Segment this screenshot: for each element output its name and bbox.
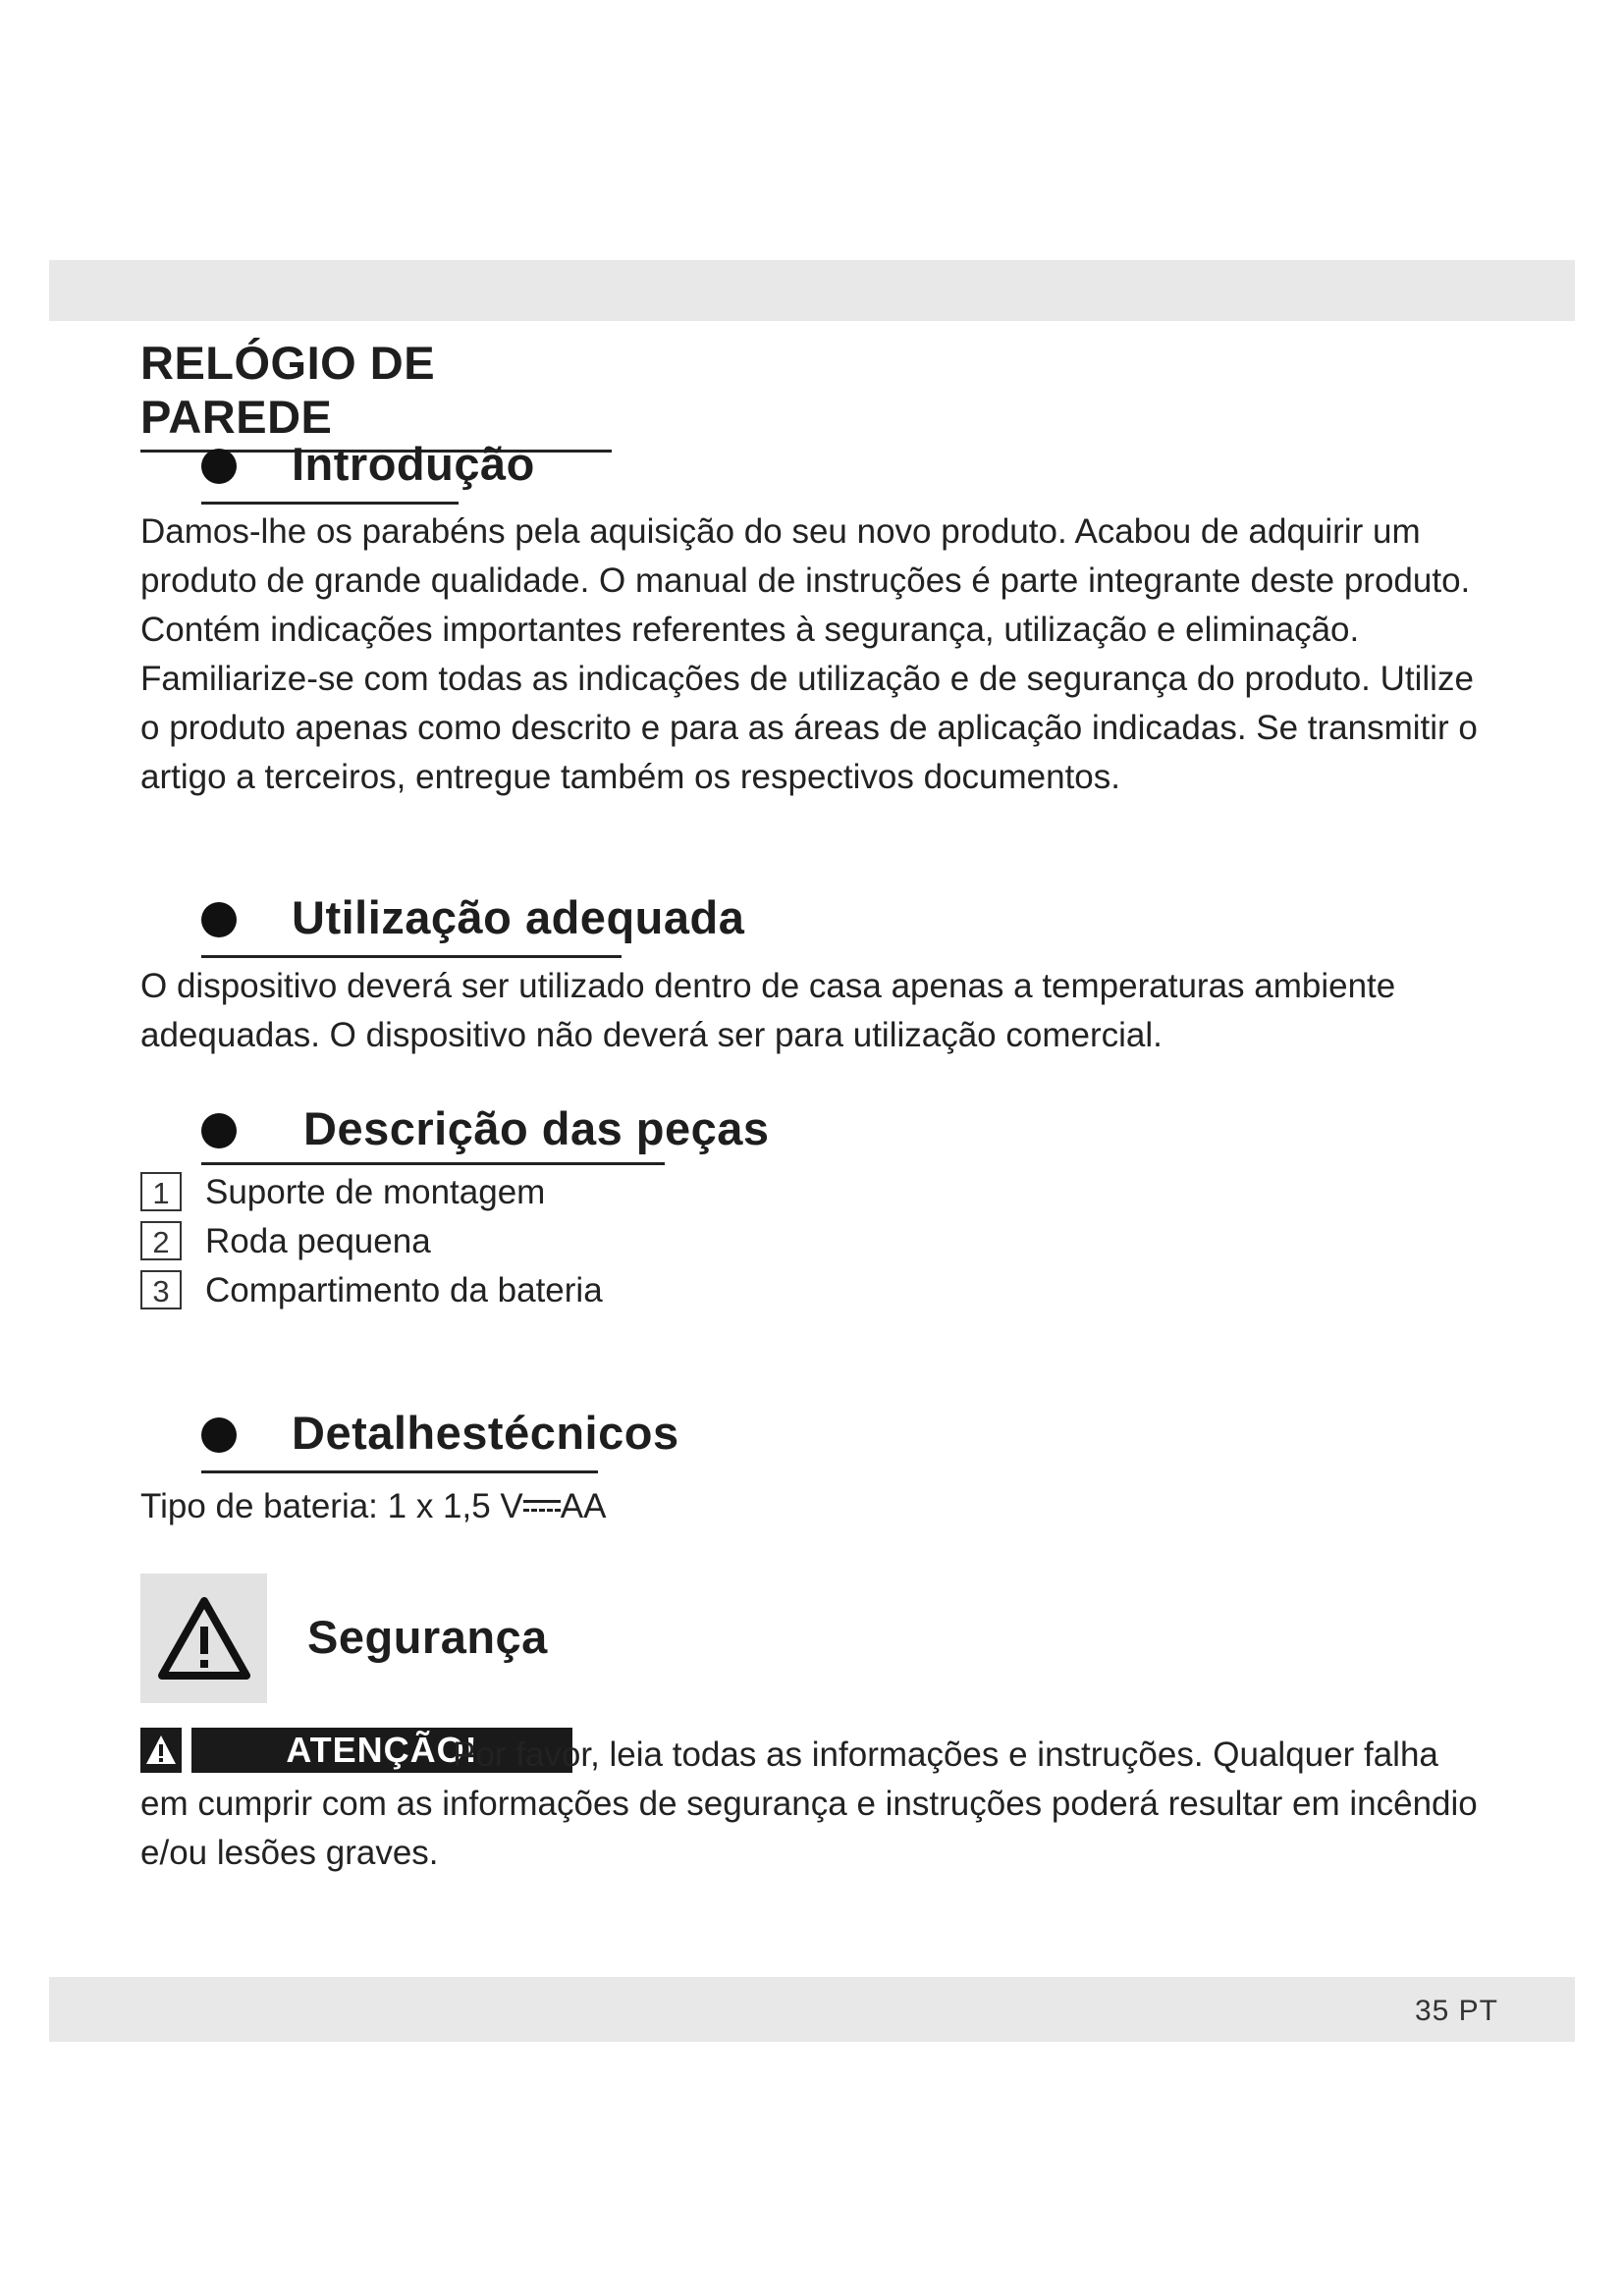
part-label: Roda pequena — [205, 1222, 431, 1260]
attention-badge: ATENÇÃO! — [191, 1728, 572, 1773]
heading-underline — [201, 1470, 598, 1473]
part-number-badge: 1 — [140, 1172, 182, 1211]
page-number: 35 PT — [1414, 1995, 1498, 2027]
part-number-badge: 3 — [140, 1270, 182, 1309]
bullet-icon — [201, 1113, 237, 1148]
section-heading-text: Introdução — [292, 438, 535, 490]
usage-paragraph: O dispositivo deverá ser utilizado dentro de casa apenas a temperaturas ambiente adequadas. O dispositivo não deverá ser para utilização comercial. — [140, 967, 1396, 1054]
part-label: Compartimento da bateria — [205, 1271, 603, 1309]
footer-band — [49, 1977, 1575, 2042]
header-band — [49, 260, 1575, 321]
page-title: RELÓGIO DE PAREDE — [140, 336, 612, 453]
warning-triangle-icon — [140, 1574, 267, 1703]
heading-underline — [201, 502, 459, 505]
section-heading-text: Detalhestécnicos — [292, 1407, 679, 1459]
battery-type-line — [140, 1482, 606, 1531]
section-heading-text: Descrição das peças — [303, 1102, 770, 1154]
battery-size-text: AA — [560, 1487, 607, 1525]
battery-type-text: Tipo de bateria: 1 x 1,5 V — [140, 1487, 523, 1525]
safety-paragraph: Por favor, leia todas as informações e instruções. Qualquer falha em cumprir com as informações de segurança e instruções poderá resultar em incêndio e/ou lesões graves. — [140, 1735, 1478, 1872]
section-heading-text: Utilização adequada — [292, 891, 745, 943]
bullet-icon — [201, 902, 237, 937]
bullet-icon — [201, 1417, 237, 1453]
direct-current-icon — [523, 1490, 561, 1520]
intro-paragraph: Damos-lhe os parabéns pela aquisição do seu novo produto. Acabou de adquirir um produto de grande qualidade. O manual de instruções é parte integrante deste produto. Contém indicações importantes referentes à segurança, utilização e eliminação. Familiarize-se com todas as indicações de utilização e de segurança do produto. Utilize o produto apenas como descrito e para as áreas de aplicação indicadas. Se transmitir o artigo a terceiros, entregue também os respectivos documentos. — [140, 512, 1478, 796]
part-number-badge: 2 — [140, 1221, 182, 1260]
bullet-icon — [201, 449, 237, 484]
heading-underline — [201, 955, 622, 958]
part-label: Suporte de montagem — [205, 1173, 546, 1211]
section-heading-safety: Segurança — [307, 1611, 548, 1663]
heading-underline — [201, 1162, 665, 1165]
